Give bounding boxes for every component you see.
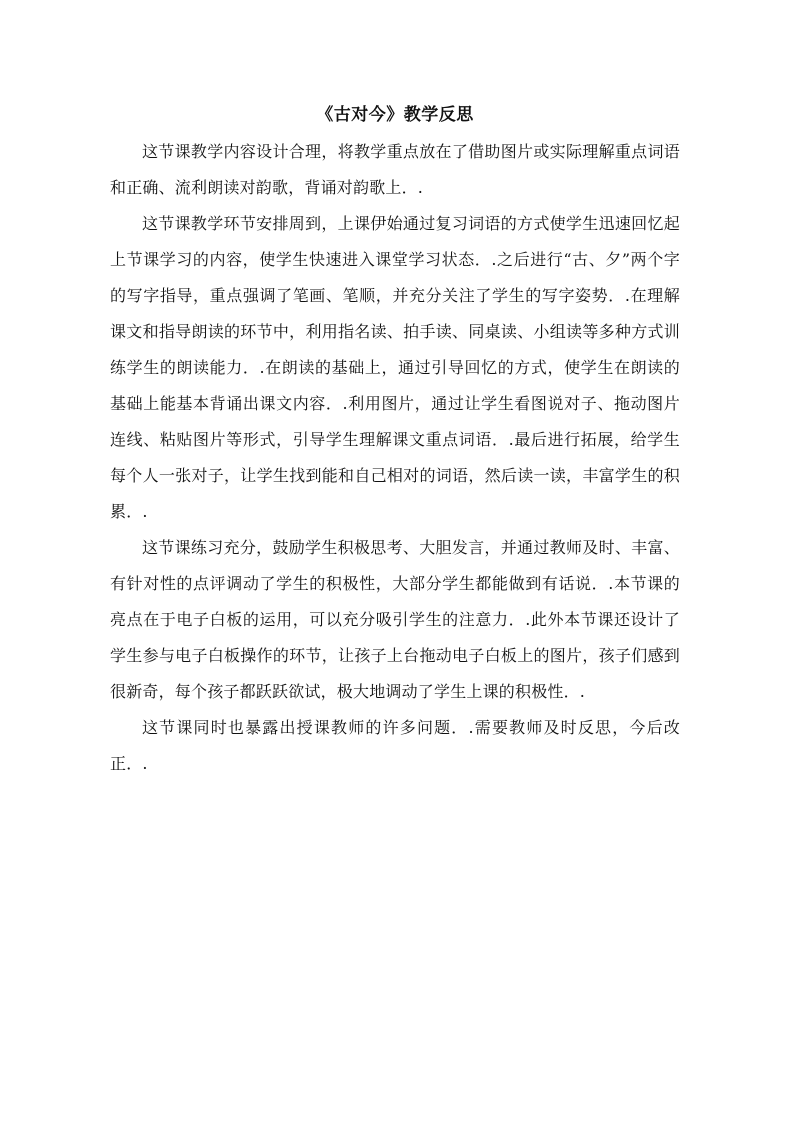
paragraph-3: 这节课练习充分，鼓励学生积极思考、大胆发言，并通过教师及时、丰富、有针对性的点评调动了学生的积极性，大部分学生都能做到有话说．.本节课的亮点在于电子白板的运用，可以充分吸引学生的注意力．.此外本节课还设计了学生参与电子白板操作的环节，让孩子上台拖动电子白板上的图片，孩子们感到很新奇，每个孩子都跃跃欲试，极大地调动了学生上课的积极性．. bbox=[110, 538, 680, 701]
document-body bbox=[110, 100, 680, 782]
document-title: 《古对今》教学反思 bbox=[316, 105, 474, 125]
paragraph-4: 这节课同时也暴露出授课教师的许多问题．.需要教师及时反思，今后改正．. bbox=[110, 718, 680, 773]
paragraph-2: 这节课教学环节安排周到，上课伊始通过复习词语的方式使学生迅速回忆起上节课学习的内容，使学生快速进入课堂学习状态．.之后进行“古、夕”两个字的写字指导，重点强调了笔画、笔顺，并充分关注了学生的写字姿势．.在理解课文和指导朗读的环节中，利用指名读、拍手读、同桌读、小组读等多种方式训练学生的朗读能力．.在朗读的基础上，通过引导回忆的方式，使学生在朗读的基础上能基本背诵出课文内容．.利用图片，通过让学生看图说对子、拖动图片连线、粘贴图片等形式，引导学生理解课文重点词语．.最后进行拓展，给学生每个人一张对子，让学生找到能和自己相对的词语，然后读一读，丰富学生的积累．. bbox=[110, 214, 680, 521]
paragraph-1: 这节课教学内容设计合理，将教学重点放在了借助图片或实际理解重点词语和正确、流利朗读对韵歌，背诵对韵歌上．. bbox=[110, 142, 680, 197]
